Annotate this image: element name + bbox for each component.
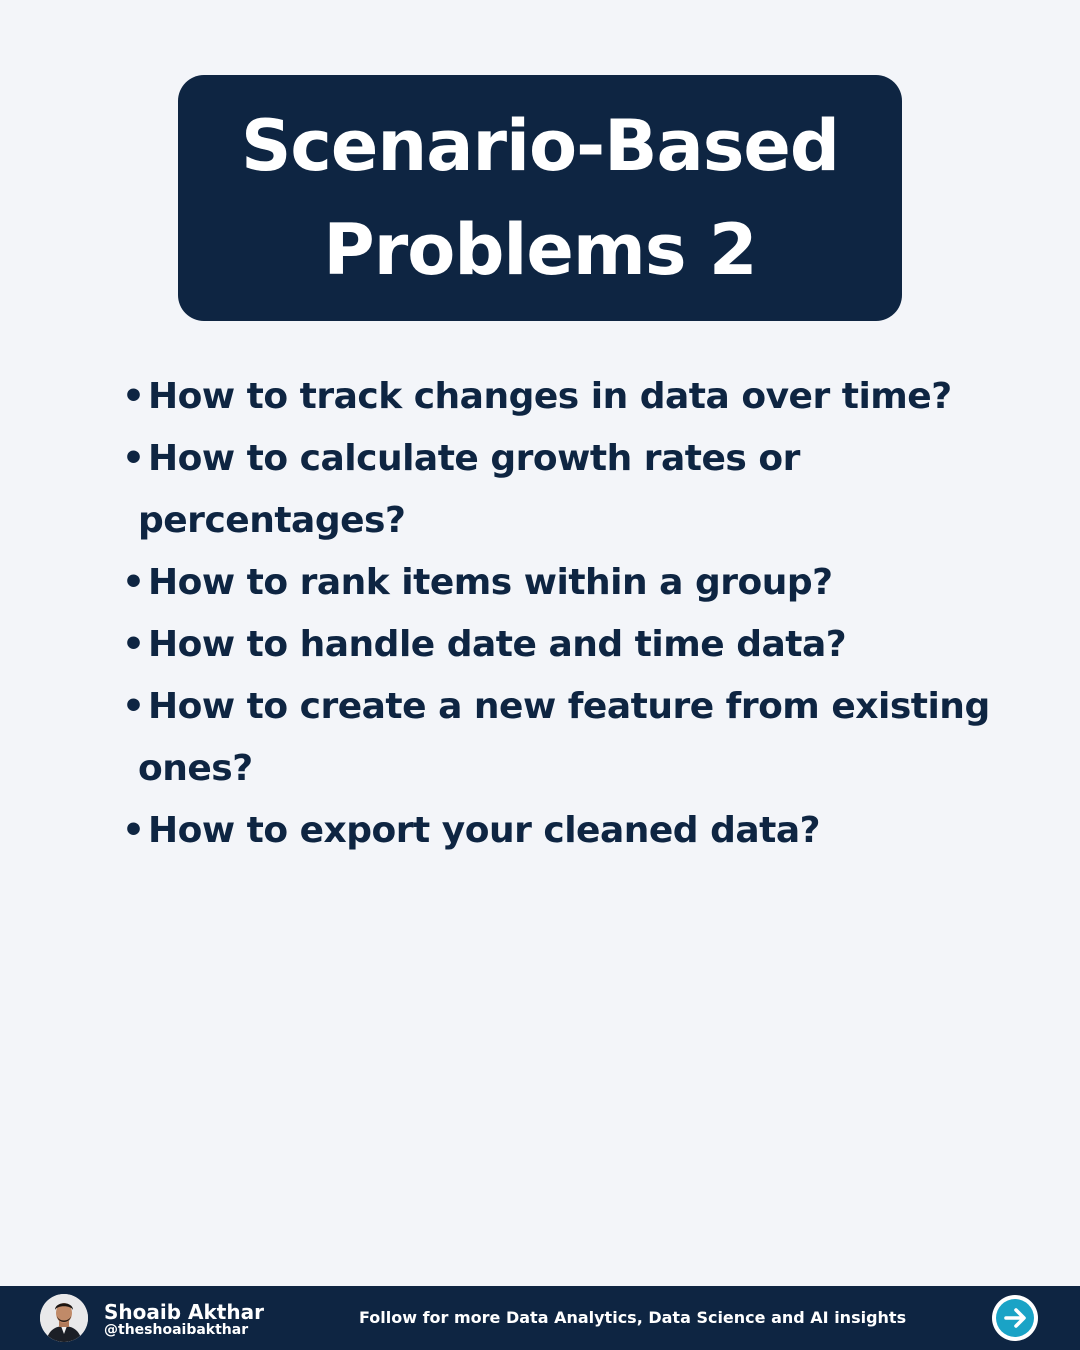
footer-bar [0, 1286, 1080, 1350]
list-item [120, 800, 1000, 862]
title-line-2: Problems 2 [323, 209, 757, 291]
avatar[interactable] [40, 1294, 88, 1342]
list-item-text: How to track changes in data over time? [148, 376, 952, 417]
list-item [120, 552, 1000, 614]
bullet-marker: • [122, 438, 145, 479]
bullet-marker: • [122, 686, 145, 727]
list-item [120, 676, 1000, 800]
list-item-text: How to create a new feature from existing ones? [138, 686, 990, 789]
author-handle[interactable]: @theshoaibakthar [104, 1322, 249, 1338]
list-item [120, 366, 1000, 428]
follow-cta-text: Follow for more Data Analytics, Data Science and AI insights [359, 1308, 907, 1327]
arrow-right-circle-icon [995, 1298, 1035, 1338]
author-name: Shoaib Akthar [104, 1300, 264, 1324]
bullet-marker: • [122, 376, 145, 417]
list-item-text: How to rank items within a group? [148, 562, 833, 603]
list-item-text: How to export your cleaned data? [148, 810, 821, 851]
title-card [178, 75, 902, 321]
bullet-marker: • [122, 810, 145, 851]
title-line-1: Scenario-Based [241, 105, 839, 187]
list-item-text: How to handle date and time data? [148, 624, 847, 665]
list-item [120, 428, 1000, 552]
bullet-marker: • [122, 624, 145, 665]
bullet-marker: • [122, 562, 145, 603]
avatar-portrait-icon [40, 1294, 88, 1342]
list-item-text: How to calculate growth rates or percentages? [138, 438, 800, 541]
next-slide-button[interactable] [992, 1295, 1038, 1341]
list-item [120, 614, 1000, 676]
bullet-list [120, 366, 1000, 862]
